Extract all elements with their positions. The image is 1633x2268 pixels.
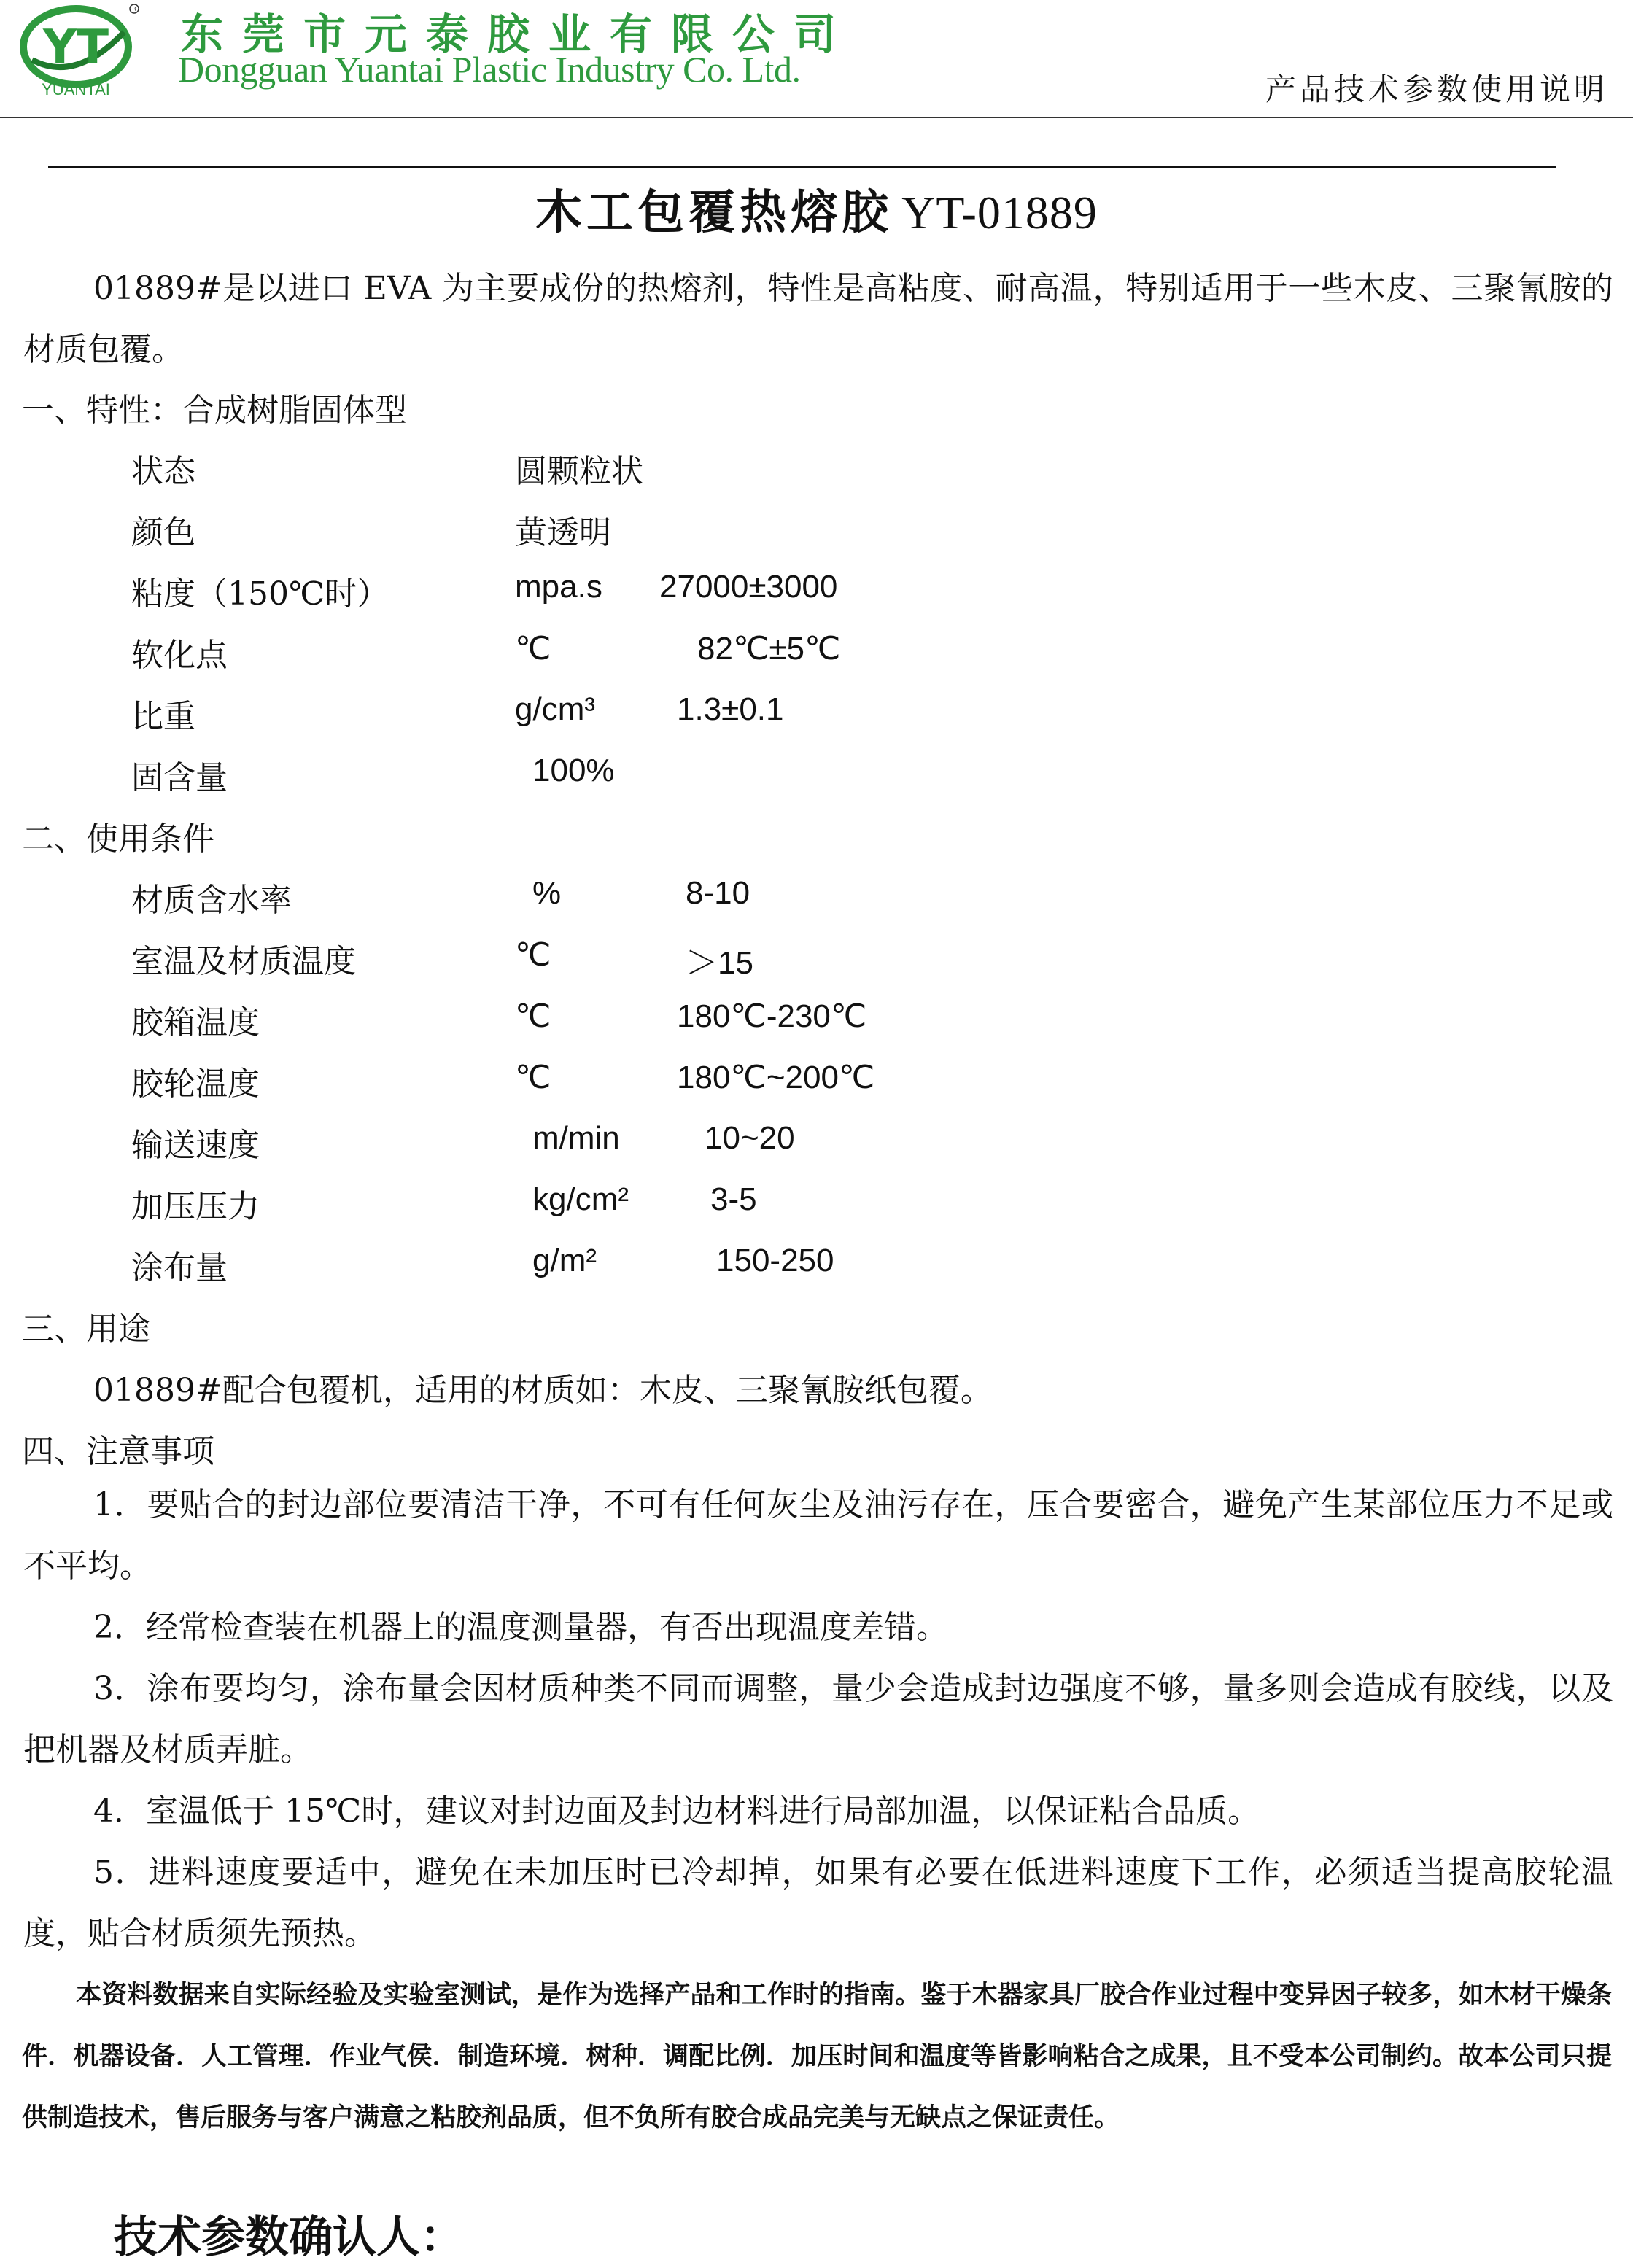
note-text-3: 3．涂布要均匀，涂布量会因材质种类不同而调整，量少会造成封边强度不够，量多则会造成有胶线，以及把机器及材质弄脏。	[23, 1670, 1613, 1768]
spec-value-state: 圆颗粒状	[515, 453, 643, 490]
spec-unit-softening-point: ℃	[515, 631, 551, 667]
page-title	[0, 175, 1633, 242]
spec-value-color: 黄透明	[515, 514, 611, 551]
logo-mark-text: YT	[43, 20, 109, 74]
spec-value-specific-gravity: 1.3±0.1	[677, 691, 784, 727]
disclaimer-paragraph	[22, 1965, 1612, 2148]
title-product-name: 木工包覆热熔胶	[535, 185, 893, 240]
cond-value-roller-temp: 180℃~200℃	[677, 1060, 875, 1095]
spec-label-state: 状态	[131, 453, 195, 490]
spec-unit-viscosity: mpa.s	[515, 569, 602, 605]
spec-value-solid-content: 100%	[532, 753, 615, 788]
cond-unit-moisture: %	[532, 875, 562, 911]
note-text-5: 5．进料速度要适中，避免在未加压时已冷却掉，如果有必要在低进料速度下工作，必须适当提高胶轮温度，贴合材质须先预热。	[23, 1854, 1613, 1952]
note-item	[23, 1842, 1613, 1965]
cond-value-coating-amount: 150-250	[716, 1243, 834, 1278]
logo-brand-text: YUANTAI	[42, 80, 110, 98]
svg-text:R: R	[132, 6, 136, 12]
cond-unit-feed-speed: m/min	[532, 1120, 620, 1156]
cond-label-feed-speed: 输送速度	[131, 1127, 260, 1164]
spec-value-viscosity: 27000±3000	[659, 569, 838, 605]
cond-unit-pressure: kg/cm²	[532, 1181, 629, 1217]
note-item	[23, 1597, 1613, 1658]
spec-label-softening-point: 软化点	[131, 637, 228, 674]
title-product-code: YT-01889	[901, 187, 1098, 238]
cond-label-coating-amount: 涂布量	[131, 1249, 228, 1286]
company-name-en: Dongguan Yuantai Plastic Industry Co. Ltd.	[178, 49, 801, 90]
confirm-signer-label: 技术参数确认人：	[114, 2212, 464, 2263]
section1-heading: 一、特性：合成树脂固体型	[22, 392, 407, 429]
section4-heading: 四、注意事项	[22, 1433, 214, 1470]
note-text-4: 4．室温低于 15℃时，建议对封边面及封边材料进行局部加温，以保证粘合品质。	[93, 1793, 1260, 1830]
note-text-2: 2．经常检查装在机器上的温度测量器，有否出现温度差错。	[93, 1609, 948, 1646]
cond-label-roller-temp: 胶轮温度	[131, 1065, 260, 1103]
cond-unit-tank-temp: ℃	[515, 998, 551, 1034]
cond-value-room-temp: ＞15	[686, 945, 753, 981]
spec-label-solid-content: 固含量	[131, 759, 228, 796]
header-divider	[0, 117, 1633, 118]
company-logo	[18, 3, 141, 98]
cond-value-feed-speed: 10~20	[705, 1120, 795, 1156]
cond-label-pressure: 加压压力	[131, 1188, 260, 1225]
intro-paragraph	[23, 258, 1613, 381]
usage-text: 01889#配合包覆机，适用的材质如：木皮、三聚氰胺纸包覆。	[93, 1372, 993, 1409]
spec-label-specific-gravity: 比重	[131, 698, 195, 735]
document-type: 产品技术参数使用说明	[1265, 71, 1608, 107]
cond-value-tank-temp: 180℃-230℃	[677, 998, 867, 1034]
cond-unit-coating-amount: g/m²	[532, 1243, 597, 1278]
cond-label-room-temp: 室温及材质温度	[131, 943, 356, 980]
section3-heading: 三、用途	[22, 1310, 150, 1348]
cond-unit-roller-temp: ℃	[515, 1060, 551, 1095]
note-item	[23, 1781, 1613, 1842]
note-text-1: 1．要贴合的封边部位要清洁干净，不可有任何灰尘及油污存在，压合要密合，避免产生某部位压力不足或不平均。	[23, 1486, 1613, 1585]
spec-label-color: 颜色	[131, 514, 195, 551]
note-item	[23, 1475, 1613, 1597]
spec-unit-specific-gravity: g/cm³	[515, 691, 595, 727]
company-name-cn: 东莞市元泰胶业有限公司	[181, 9, 856, 59]
section2-heading: 二、使用条件	[22, 820, 214, 858]
intro-text: 01889#是以进口 EVA 为主要成份的热熔剂，特性是高粘度、耐高温，特别适用于一些木皮、三聚氰胺的材质包覆。	[23, 270, 1613, 368]
cond-value-pressure: 3-5	[710, 1181, 757, 1217]
cond-value-moisture: 8-10	[686, 875, 750, 911]
cond-label-tank-temp: 胶箱温度	[131, 1004, 260, 1041]
cond-label-moisture: 材质含水率	[131, 882, 292, 919]
spec-value-softening-point: 82℃±5℃	[697, 631, 841, 667]
cond-unit-room-temp: ℃	[515, 937, 551, 973]
title-divider	[48, 166, 1556, 168]
spec-label-viscosity: 粘度（150℃时）	[131, 575, 389, 613]
disclaimer-text: 本资料数据来自实际经验及实验室测试，是作为选择产品和工作时的指南。鉴于木器家具厂胶合作业过程中变异因子较多，如木材干燥条件．机器设备．人工管理．作业气侯．制造环境．树种．调配比例．加压时间和温度等皆影响粘合之成果，且不受本公司制约。故本公司只提供制造技术，售后服务与客户满意之粘胶剂品质，但不负所有胶合成品完美与无缺点之保证责任。	[22, 1980, 1612, 2132]
note-item	[23, 1658, 1613, 1781]
